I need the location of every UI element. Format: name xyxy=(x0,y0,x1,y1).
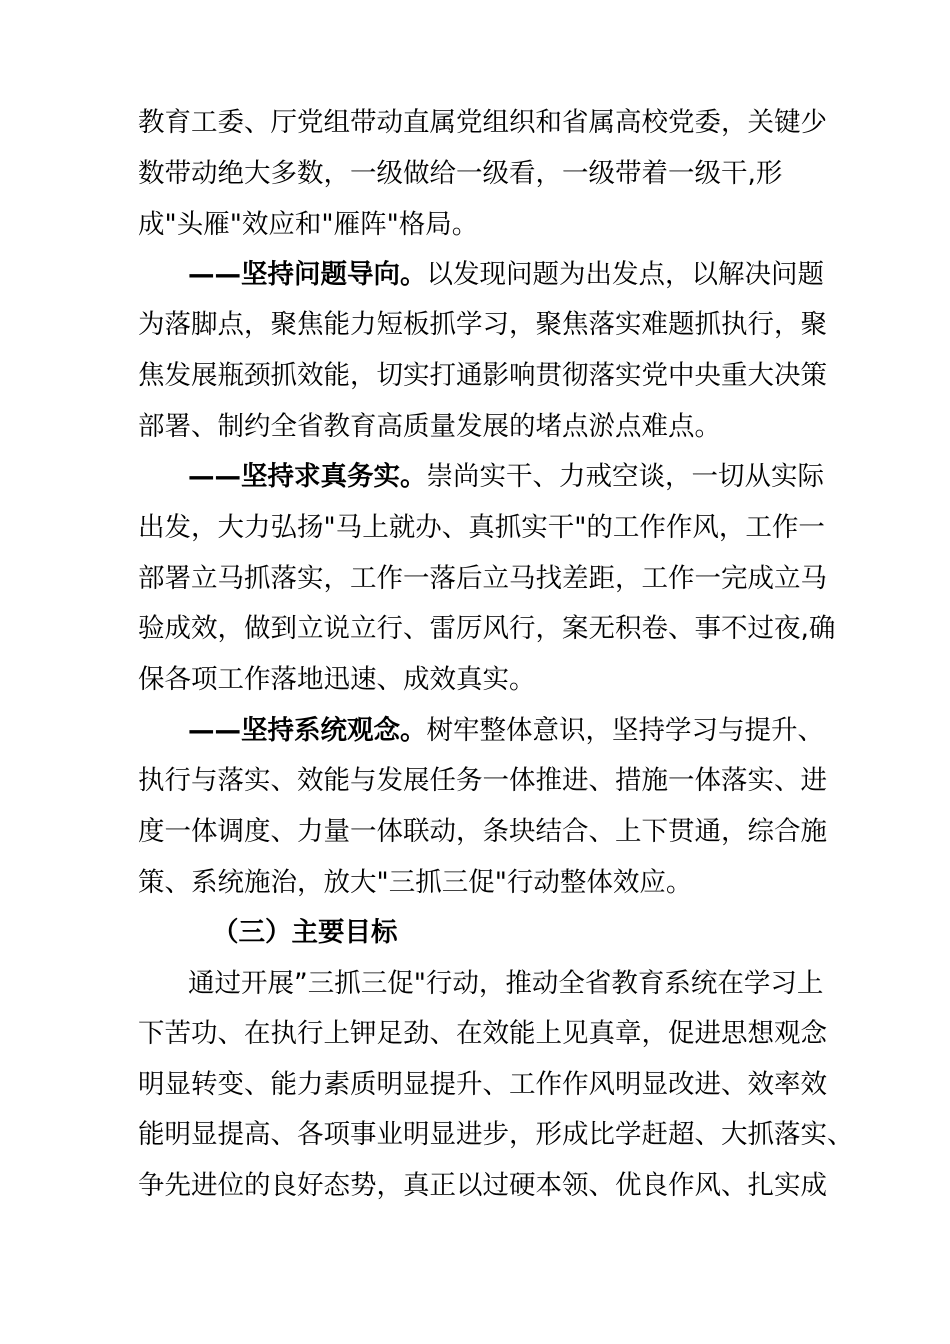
paragraph-line: 保各项工作落地迅速、成效真实。 xyxy=(138,664,536,695)
paragraph-line: 验成效，做到立说立行、雷厉风行，案无积卷、事不过夜,确 xyxy=(138,613,836,644)
paragraph-line: 为落脚点，聚焦能力短板抓学习，聚焦落实难题抓执行，聚 xyxy=(138,309,827,340)
paragraph-line: 出发，大力弘扬"马上就办、真抓实干"的工作作风，工作一 xyxy=(138,512,825,543)
paragraph-line: 下苦功、在执行上钾足劲、在效能上见真章，促进思想观念 xyxy=(138,1018,827,1049)
principle-line: ——坚持求真务实。崇尚实干、力戒空谈，一切从实际 xyxy=(188,461,824,492)
principle-heading: ——坚持求真务实。 xyxy=(188,461,427,492)
section-heading: （三）主要目标 xyxy=(212,917,398,948)
paragraph-line: 度一体调度、力量一体联动，条块结合、上下贯通，综合施 xyxy=(138,816,827,847)
principle-line: ——坚持系统观念。树牢整体意识，坚持学习与提升、 xyxy=(188,715,824,746)
paragraph-line: 焦发展瓶颈抓效能，切实打通影响贯彻落实党中央重大决策 xyxy=(138,360,827,391)
paragraph-line: 明显转变、能力素质明显提升、工作作风明显改进、效率效 xyxy=(138,1069,827,1100)
paragraph-line: 教育工委、厅党组带动直属党组织和省属高校党委，关键少 xyxy=(138,107,827,138)
paragraph-line: 部署立马抓落实，工作一落后立马找差距，工作一完成立马 xyxy=(138,563,827,594)
paragraph-line: 执行与落实、效能与发展任务一体推进、措施一体落实、进 xyxy=(138,765,827,796)
paragraph-line: 能明显提高、各项事业明显进步，形成比学赶超、大抓落实、 xyxy=(138,1119,854,1150)
principle-heading: ——坚持问题导向。 xyxy=(188,259,427,290)
paragraph-line: 争先进位的良好态势，真正以过硬本领、优良作风、扎实成 xyxy=(138,1170,827,1201)
paragraph-line: 部署、制约全省教育高质量发展的堵点淤点难点。 xyxy=(138,411,721,442)
paragraph-line: 成"头雁"效应和"雁阵"格局。 xyxy=(138,209,479,240)
paragraph-line: 策、系统施治，放大"三抓三促"行动整体效应。 xyxy=(138,867,693,898)
principle-line: ——坚持问题导向。以发现问题为出发点，以解决问题 xyxy=(188,259,824,290)
paragraph-line: 数带动绝大多数，一级做给一级看，一级带着一级干,形 xyxy=(138,158,783,189)
paragraph-line: 通过开展”三抓三促"行动，推动全省教育系统在学习上 xyxy=(188,968,824,999)
principle-heading: ——坚持系统观念。 xyxy=(188,715,427,746)
